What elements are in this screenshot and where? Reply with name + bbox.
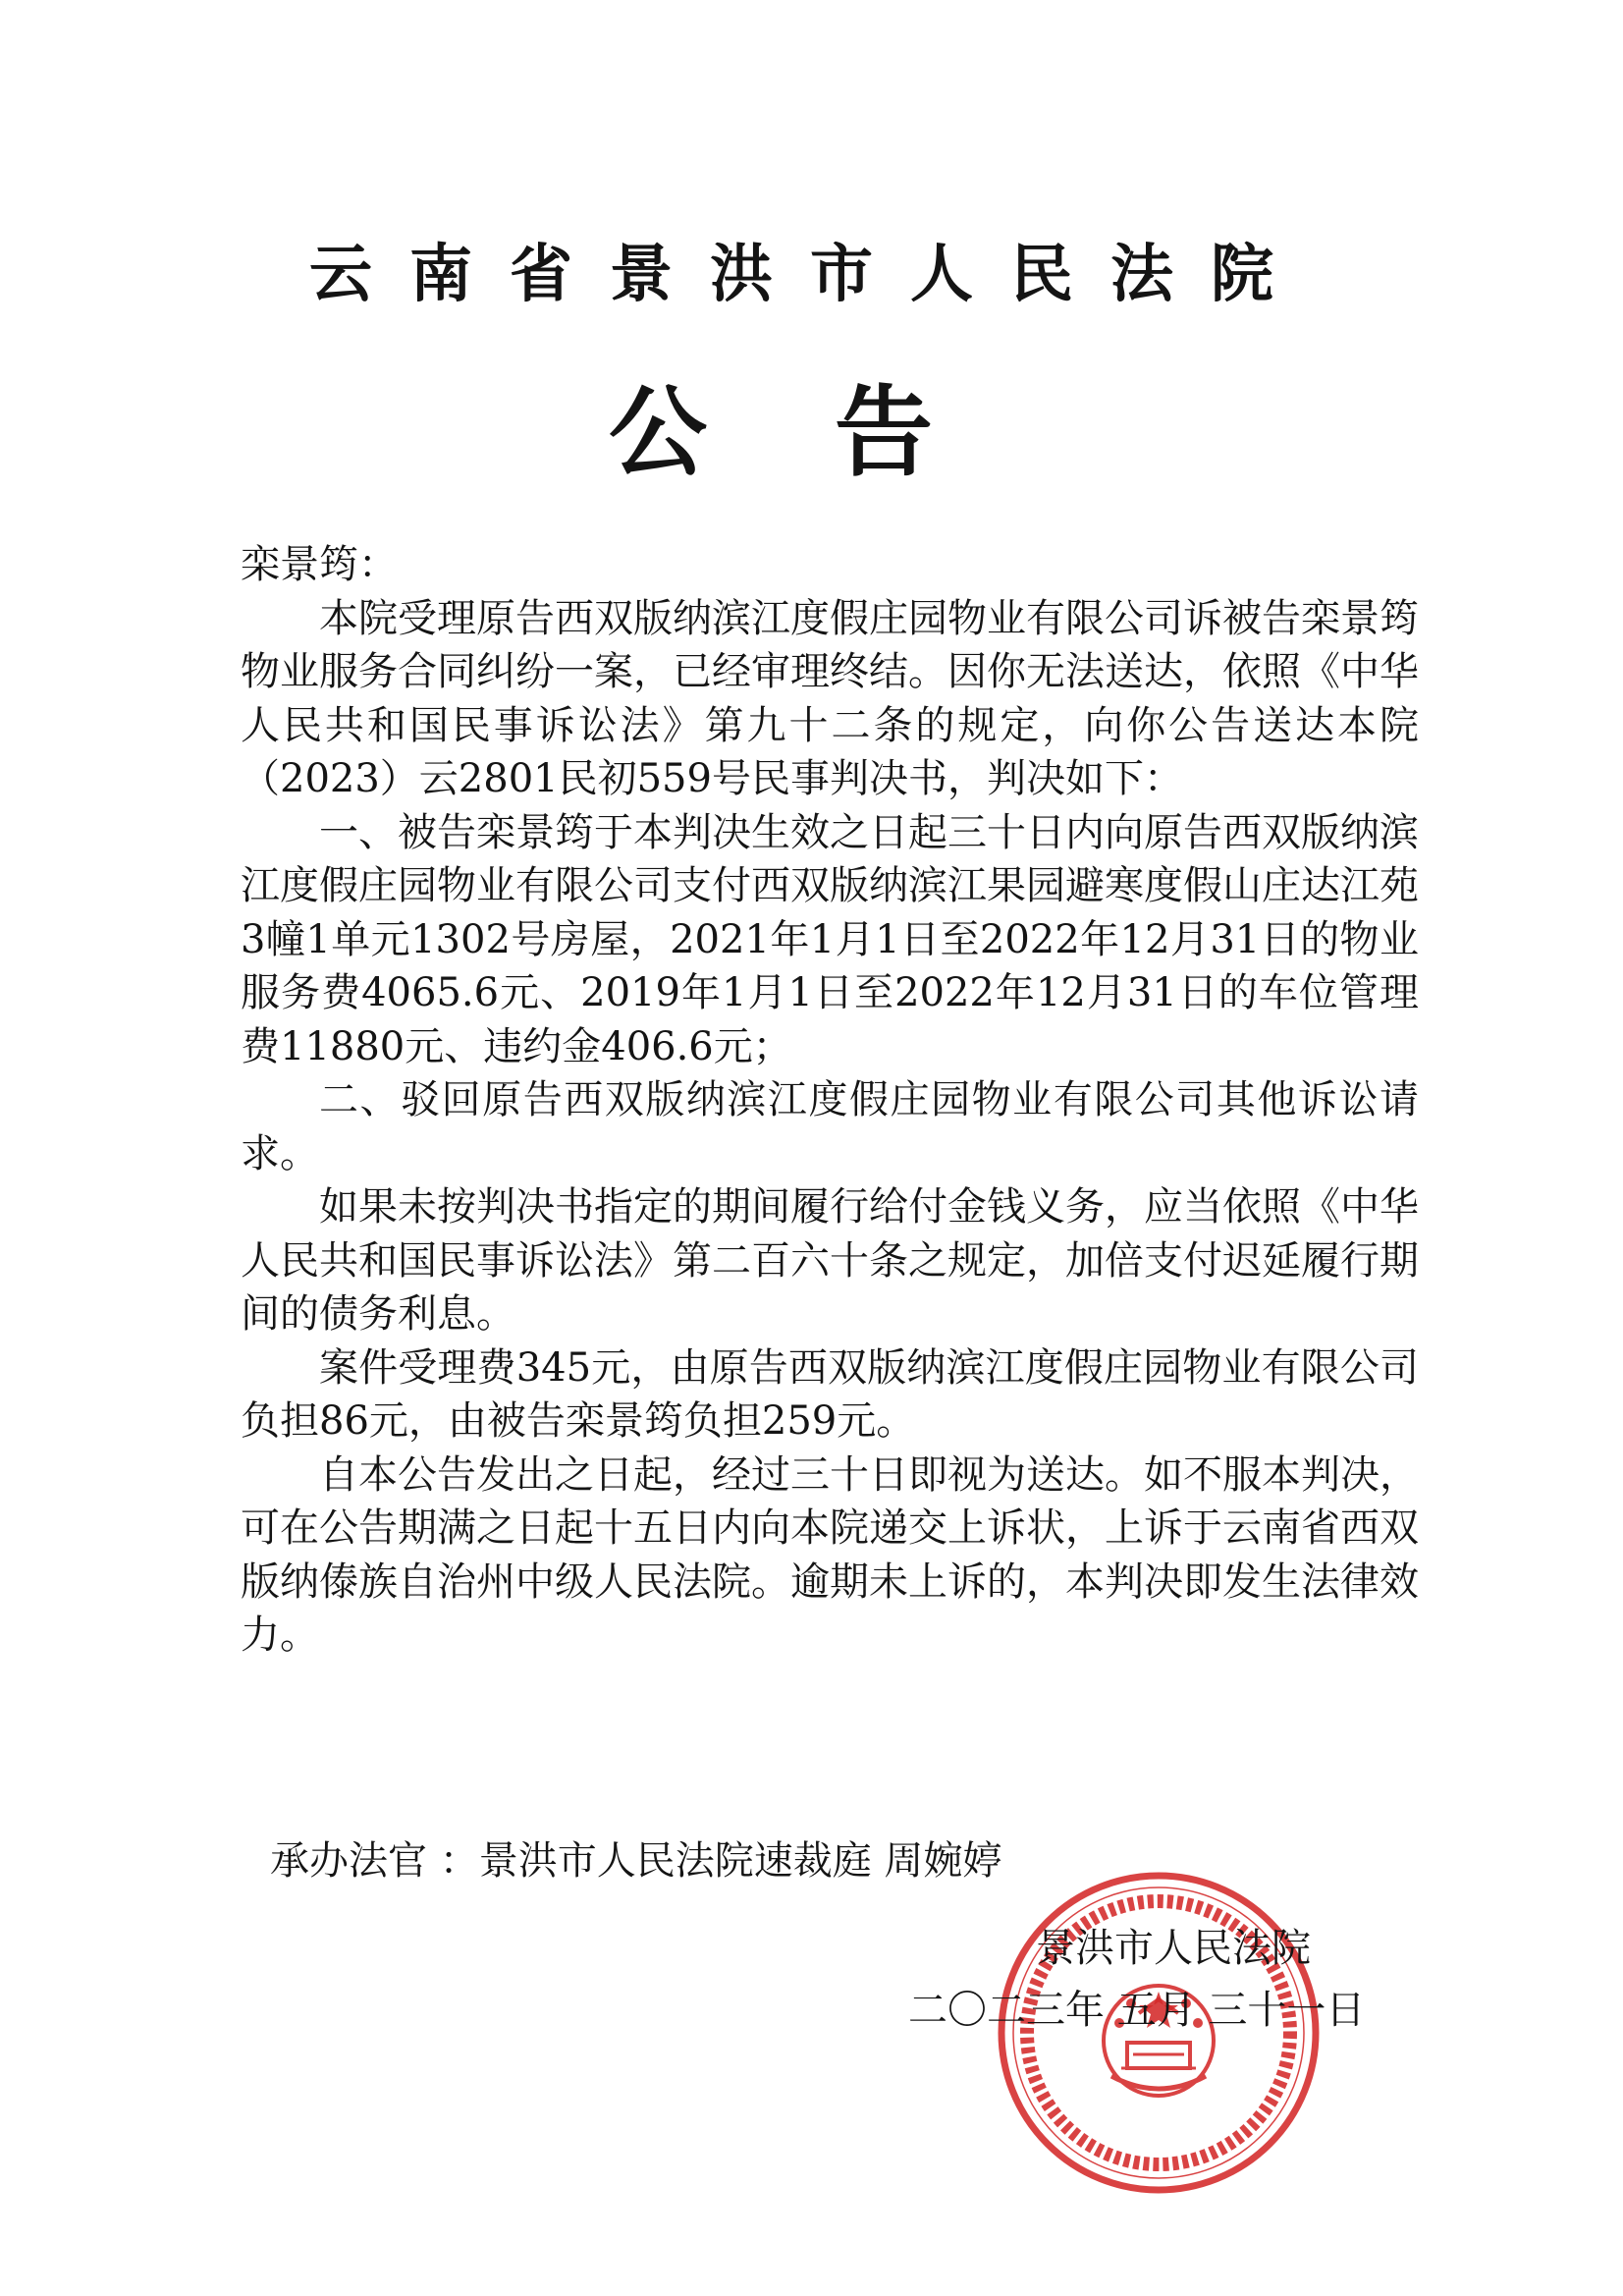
issuing-court: 景洪市人民法院 xyxy=(1036,1926,1311,1971)
presiding-judge-line: 承办法官 ：景洪市人民法院速裁庭 周婉婷 xyxy=(270,1838,1002,1884)
paragraph-intro: 本院受理原告西双版纳滨江度假庄园物业有限公司诉被告栾景筠物业服务合同纠纷一案，已经审理终结。因你无法送达，依照《中华人民共和国民事诉讼法》第九十二条的规定，向你公告送达本院（2023）云2801民初559号民事判决书，判决如下： xyxy=(241,595,1419,801)
notice-body xyxy=(241,538,1419,1663)
paragraph-judgment-item-1: 一、被告栾景筠于本判决生效之日起三十日内向原告西双版纳滨江度假庄园物业有限公司支付西双版纳滨江果园避寒度假山庄达江苑3幢1单元1302号房屋，2021年1月1日至2022年12月31日的物业服务费4065.6元、2019年1月1日至2022年12月31日的车位管理费11880元、违约金406.6元； xyxy=(241,809,1419,1069)
issue-date: 二〇二三年 五月 三十一日 xyxy=(908,1988,1366,2033)
paragraph-interest-clause: 如果未按判决书指定的期间履行给付金钱义务，应当依照《中华人民共和国民事诉讼法》第二百六十条之规定，加倍支付迟延履行期间的债务利息。 xyxy=(241,1184,1419,1337)
court-name-heading: 云南省景洪市人民法院 xyxy=(309,238,1311,311)
addressee: 栾景筠： xyxy=(241,542,398,587)
paragraph-court-fee: 案件受理费345元，由原告西双版纳滨江度假庄园物业有限公司负担86元，由被告栾景筠负担259元。 xyxy=(241,1344,1419,1444)
paragraph-judgment-item-2: 二、驳回原告西双版纳滨江度假庄园物业有限公司其他诉讼请求。 xyxy=(241,1077,1419,1176)
paragraph-service-appeal: 自本公告发出之日起，经过三十日即视为送达。如不服本判决，可在公告期满之日起十五日内向本院递交上诉状，上诉于云南省西双版纳傣族自治州中级人民法院。逾期未上诉的，本判决即发生法律效力。 xyxy=(241,1451,1419,1658)
document-type-heading: 公告 xyxy=(609,374,1060,490)
